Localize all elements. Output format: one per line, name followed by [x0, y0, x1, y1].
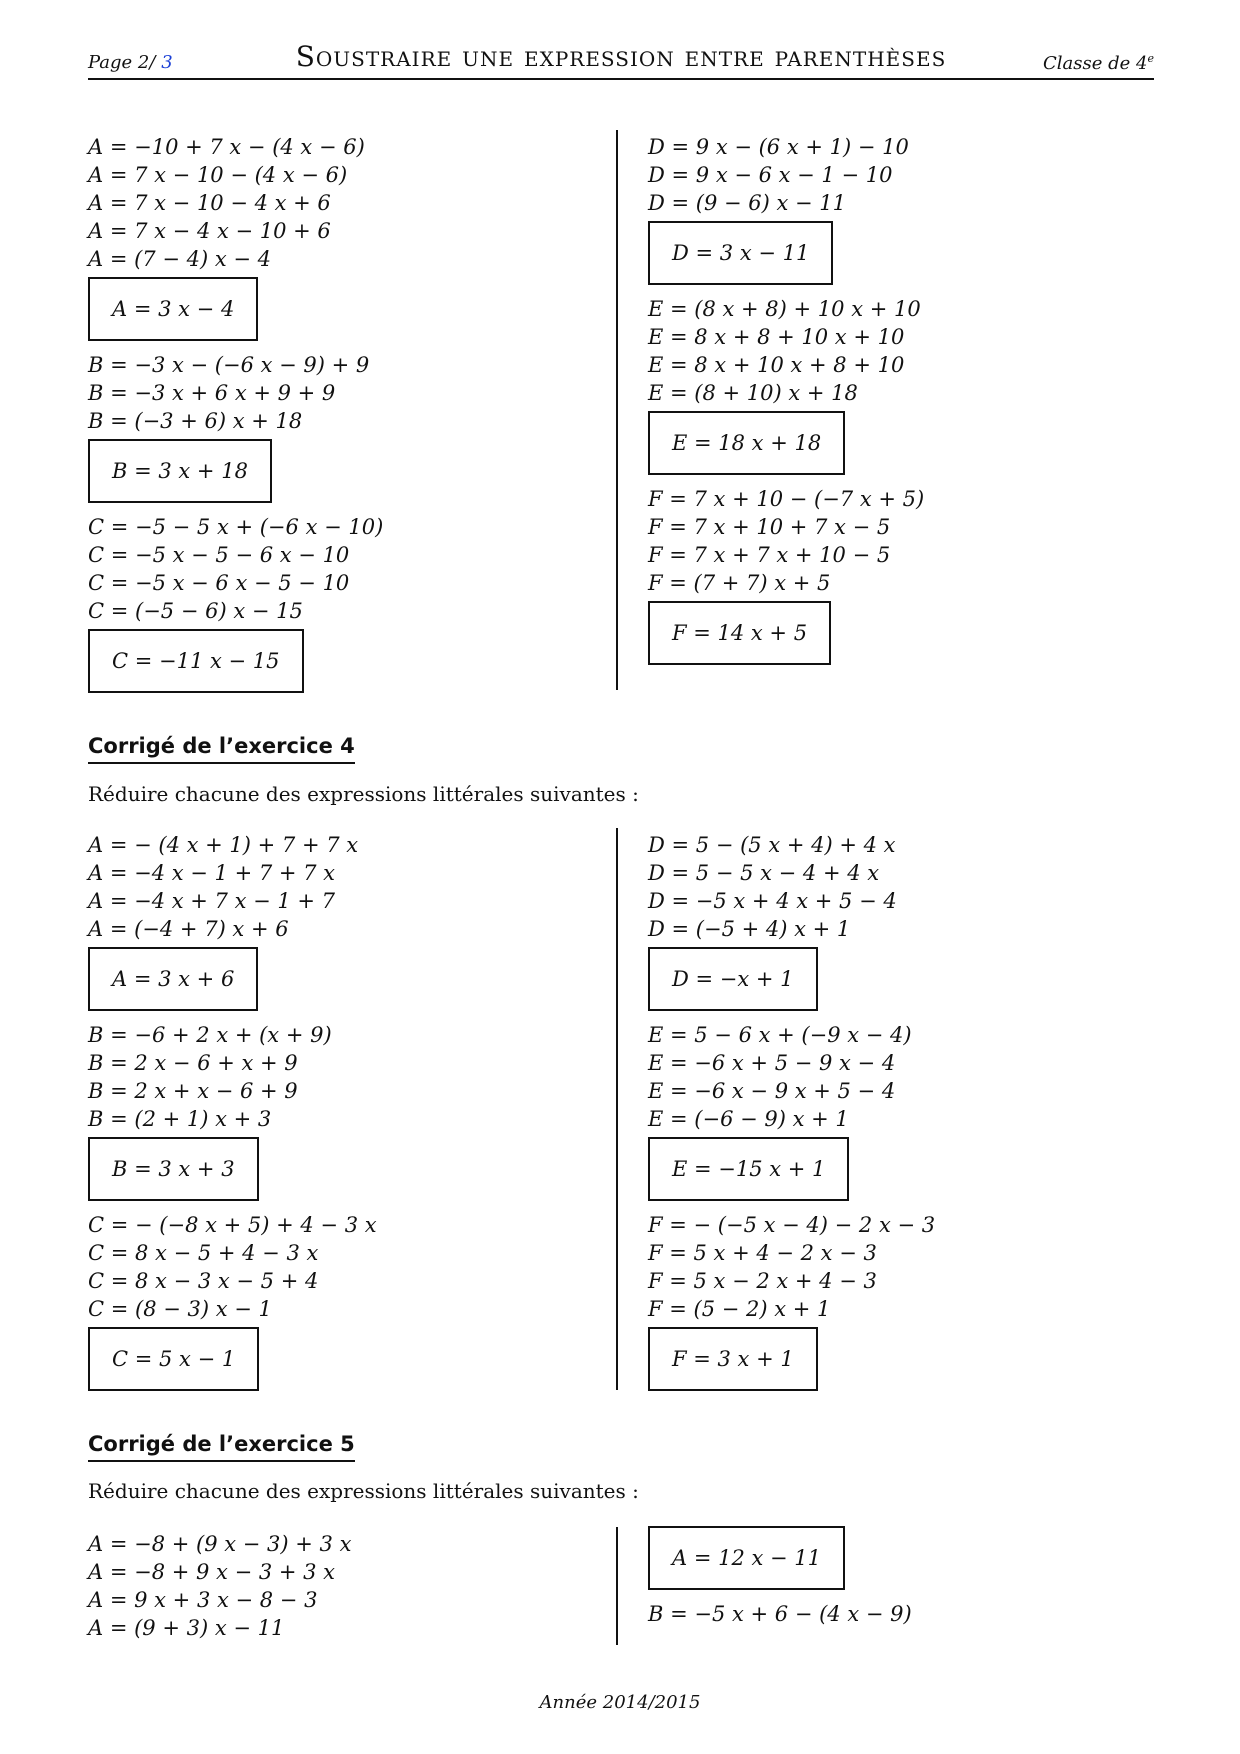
result-box: D = −x + 1: [648, 947, 818, 1011]
equation-line: B = (−3 + 6) x + 18: [88, 409, 303, 433]
equation-line: A = (7 − 4) x − 4: [88, 247, 271, 271]
equation-line: A = −4 x − 1 + 7 + 7 x: [88, 861, 336, 885]
equation-line: B = −3 x − (−6 x − 9) + 9: [88, 353, 370, 377]
equation-line: B = (2 + 1) x + 3: [88, 1107, 272, 1131]
equation-line: C = (8 − 3) x − 1: [88, 1297, 272, 1321]
equation-line: F = 7 x + 7 x + 10 − 5: [648, 543, 891, 567]
exercise5-right-column: [648, 1526, 912, 1628]
result-box: F = 3 x + 1: [648, 1327, 818, 1391]
class-label-text: Classe de 4: [1043, 53, 1148, 74]
equation-line: C = (−5 − 6) x − 15: [88, 599, 303, 623]
page-total-link[interactable]: 3: [161, 52, 173, 73]
equation-line: D = −5 x + 4 x + 5 − 4: [648, 889, 897, 913]
equation-line: A = 7 x − 4 x − 10 + 6: [88, 219, 331, 243]
column-divider: [616, 1527, 618, 1645]
exercise5-heading: Corrigé de l’exercice 5: [88, 1432, 355, 1462]
block1-right-column: [648, 133, 924, 675]
equation-line: E = −6 x + 5 − 9 x − 4: [648, 1051, 896, 1075]
equation-line: D = 9 x − 6 x − 1 − 10: [648, 163, 893, 187]
equation-line: A = −8 + 9 x − 3 + 3 x: [88, 1560, 336, 1584]
equation-line: B = 2 x + x − 6 + 9: [88, 1079, 298, 1103]
equation-line: A = −8 + (9 x − 3) + 3 x: [88, 1532, 352, 1556]
equation-line: C = −5 x − 5 − 6 x − 10: [88, 543, 350, 567]
result-box: C = 5 x − 1: [88, 1327, 259, 1391]
equation-line: F = (5 − 2) x + 1: [648, 1297, 831, 1321]
exercise4-instruction: Réduire chacune des expressions littérales suivantes :: [88, 782, 639, 806]
equation-line: A = −10 + 7 x − (4 x − 6): [88, 135, 365, 159]
result-box: E = 18 x + 18: [648, 411, 845, 475]
equation-line: F = 7 x + 10 + 7 x − 5: [648, 515, 891, 539]
equation-line: C = −5 x − 6 x − 5 − 10: [88, 571, 350, 595]
equation-line: E = −6 x − 9 x + 5 − 4: [648, 1079, 896, 1103]
equation-line: F = 5 x − 2 x + 4 − 3: [648, 1269, 877, 1293]
page-label: Page 2/: [88, 52, 156, 73]
exercise4-right-column: [648, 831, 935, 1401]
equation-line: B = −3 x + 6 x + 9 + 9: [88, 381, 336, 405]
equation-line: B = −5 x + 6 − (4 x − 9): [648, 1602, 912, 1626]
equation-line: D = 5 − 5 x − 4 + 4 x: [648, 861, 880, 885]
equation-line: F = − (−5 x − 4) − 2 x − 3: [648, 1213, 936, 1237]
equation-line: F = 7 x + 10 − (−7 x + 5): [648, 487, 925, 511]
equation-line: B = 2 x − 6 + x + 9: [88, 1051, 298, 1075]
class-label: [1043, 52, 1154, 74]
equation-line: E = 8 x + 8 + 10 x + 10: [648, 325, 905, 349]
result-box: D = 3 x − 11: [648, 221, 833, 285]
equation-line: A = − (4 x + 1) + 7 + 7 x: [88, 833, 359, 857]
equation-line: D = (−5 + 4) x + 1: [648, 917, 851, 941]
result-box: A = 3 x − 4: [88, 277, 258, 341]
equation-line: E = 8 x + 10 x + 8 + 10: [648, 353, 905, 377]
document-title: Soustraire une expression entre parenthèses: [295, 40, 947, 73]
column-divider: [616, 130, 618, 690]
exercise5-instruction: Réduire chacune des expressions littérales suivantes :: [88, 1479, 639, 1503]
equation-line: C = − (−8 x + 5) + 4 − 3 x: [88, 1213, 377, 1237]
equation-line: A = 7 x − 10 − (4 x − 6): [88, 163, 348, 187]
equation-line: D = 5 − (5 x + 4) + 4 x: [648, 833, 896, 857]
result-box: B = 3 x + 18: [88, 439, 272, 503]
equation-line: E = 5 − 6 x + (−9 x − 4): [648, 1023, 912, 1047]
equation-line: E = (8 x + 8) + 10 x + 10: [648, 297, 921, 321]
block1-left-column: [88, 133, 383, 703]
result-box: A = 3 x + 6: [88, 947, 258, 1011]
exercise4-heading: Corrigé de l’exercice 4: [88, 734, 355, 764]
equation-line: D = 9 x − (6 x + 1) − 10: [648, 135, 909, 159]
equation-line: C = 8 x − 5 + 4 − 3 x: [88, 1241, 319, 1265]
result-box: B = 3 x + 3: [88, 1137, 259, 1201]
equation-line: C = 8 x − 3 x − 5 + 4: [88, 1269, 319, 1293]
result-box: A = 12 x − 11: [648, 1526, 845, 1590]
equation-line: E = (8 + 10) x + 18: [648, 381, 858, 405]
class-label-superscript: e: [1147, 52, 1154, 65]
header-rule: [88, 78, 1154, 80]
result-box: C = −11 x − 15: [88, 629, 304, 693]
equation-line: A = 9 x + 3 x − 8 − 3: [88, 1588, 318, 1612]
equation-line: F = 5 x + 4 − 2 x − 3: [648, 1241, 877, 1265]
exercise4-left-column: [88, 831, 377, 1401]
equation-line: B = −6 + 2 x + (x + 9): [88, 1023, 332, 1047]
equation-line: D = (9 − 6) x − 11: [648, 191, 847, 215]
page-header: [88, 40, 1154, 80]
page-footer: Année 2014/2015: [539, 1692, 701, 1713]
equation-line: A = −4 x + 7 x − 1 + 7: [88, 889, 336, 913]
equation-line: C = −5 − 5 x + (−6 x − 10): [88, 515, 384, 539]
column-divider: [616, 828, 618, 1390]
exercise5-left-column: [88, 1530, 351, 1642]
equation-line: E = (−6 − 9) x + 1: [648, 1107, 849, 1131]
result-box: E = −15 x + 1: [648, 1137, 849, 1201]
equation-line: A = (−4 + 7) x + 6: [88, 917, 289, 941]
result-box: F = 14 x + 5: [648, 601, 831, 665]
equation-line: A = 7 x − 10 − 4 x + 6: [88, 191, 331, 215]
equation-line: F = (7 + 7) x + 5: [648, 571, 831, 595]
equation-line: A = (9 + 3) x − 11: [88, 1616, 285, 1640]
